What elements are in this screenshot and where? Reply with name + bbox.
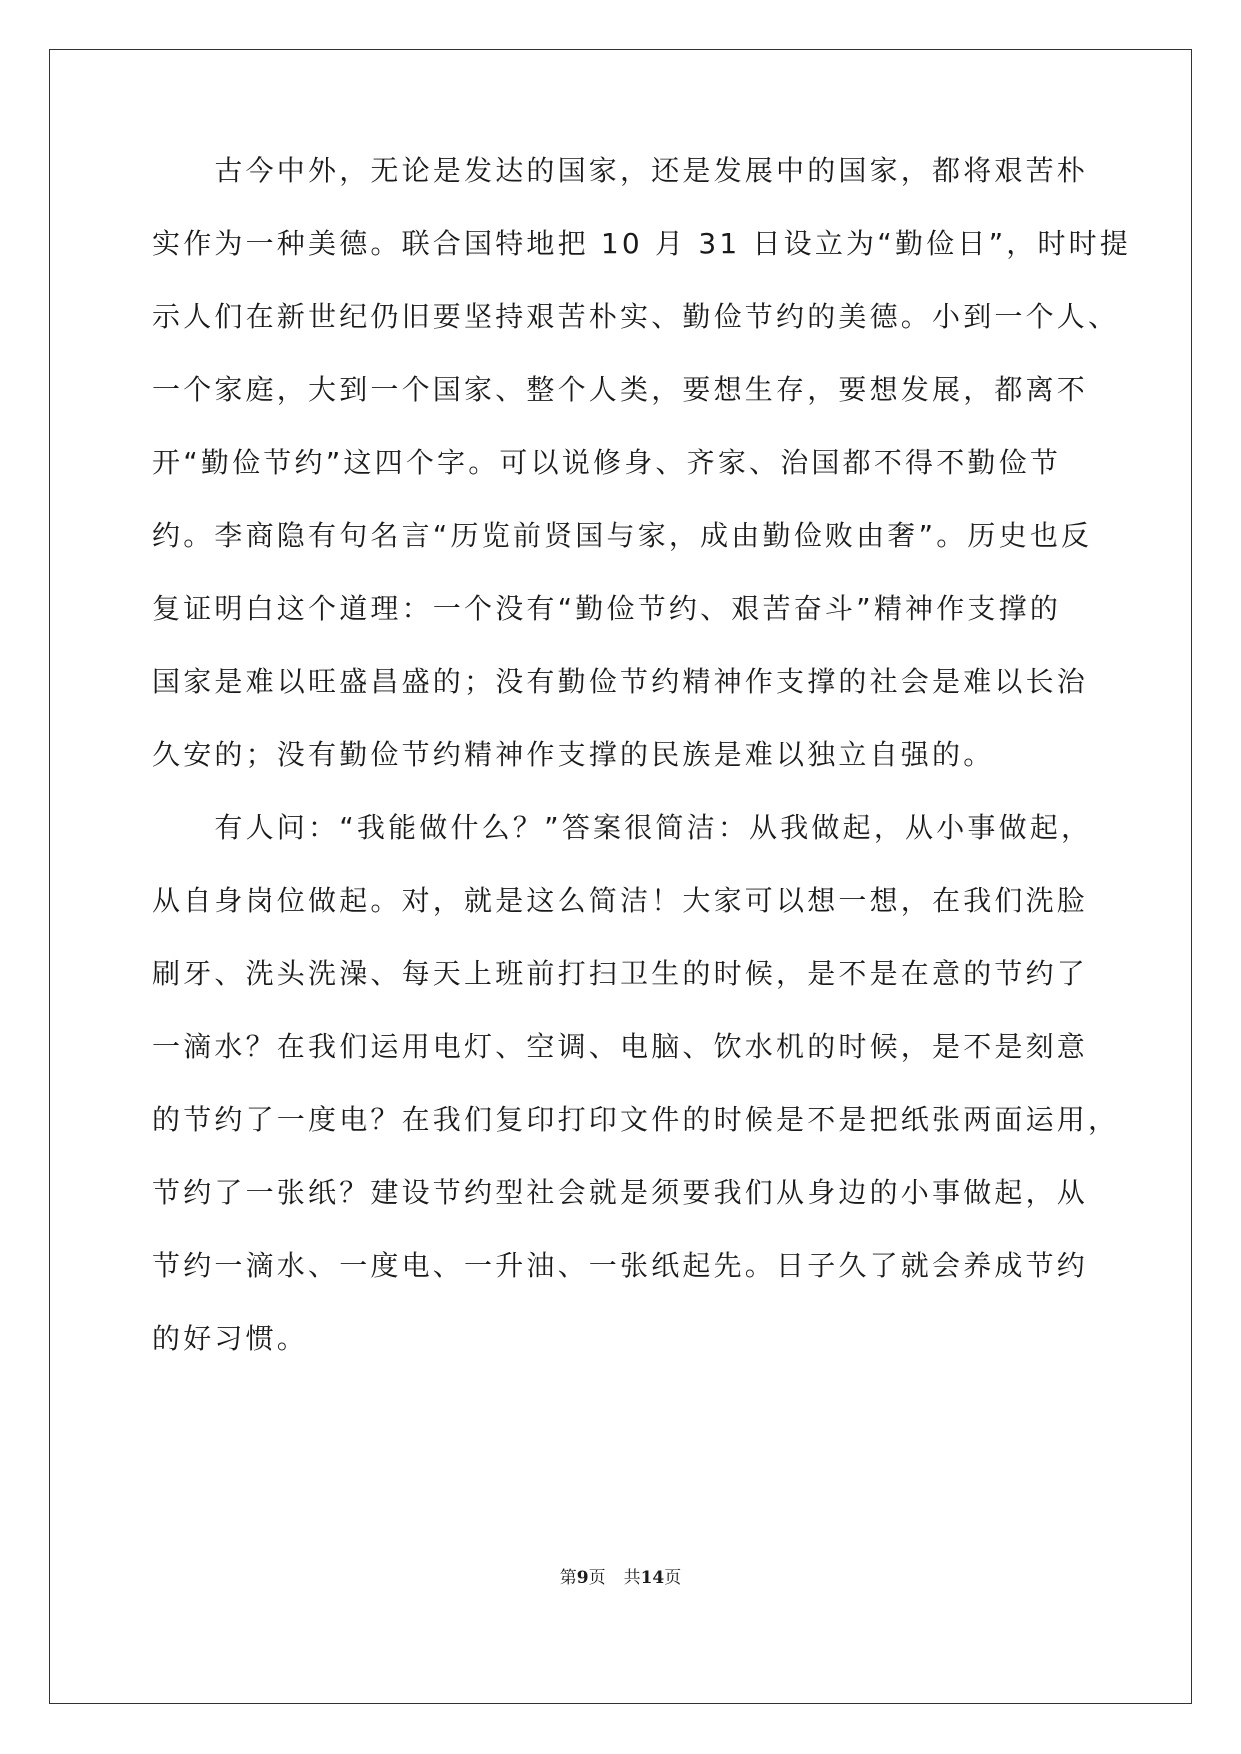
body-text-line: 开“勤俭节约”这四个字。可以说修身、齐家、治国都不得不勤俭节 <box>152 446 1062 479</box>
body-text-line: 示人们在新世纪仍旧要坚持艰苦朴实、勤俭节约的美德。小到一个人、 <box>152 300 1120 333</box>
body-text-line: 古今中外，无论是发达的国家，还是发展中的国家，都将艰苦朴 <box>152 154 1089 187</box>
page-prefix: 第 <box>559 1568 577 1588</box>
body-text-line: 复证明白这个道理：一个没有“勤俭节约、艰苦奋斗”精神作支撑的 <box>152 592 1062 625</box>
page-current: 9 <box>576 1568 589 1588</box>
body-text-line: 有人问：“我能做什么？”答案很简洁：从我做起，从小事做起， <box>152 811 1093 844</box>
body-text-line: 的节约了一度电？在我们复印打印文件的时候是不是把纸张两面运用， <box>152 1103 1120 1136</box>
body-text-line: 从自身岗位做起。对，就是这么简洁！大家可以想一想，在我们洗脸 <box>152 884 1089 917</box>
body-text-line: 一滴水？在我们运用电灯、空调、电脑、饮水机的时候，是不是刻意 <box>152 1030 1089 1063</box>
body-text-line: 国家是难以旺盛昌盛的；没有勤俭节约精神作支撑的社会是难以长治 <box>152 665 1089 698</box>
body-text-line: 刷牙、洗头洗澡、每天上班前打扫卫生的时候，是不是在意的节约了 <box>152 957 1089 990</box>
body-text-line: 的好习惯。 <box>152 1322 309 1355</box>
page-number-footer <box>0 1566 1241 1590</box>
body-text-line: 一个家庭，大到一个国家、整个人类，要想生存，要想发展，都离不 <box>152 373 1089 406</box>
body-text-line: 约。李商隐有句名言“历览前贤国与家，成由勤俭败由奢”。历史也反 <box>152 519 1093 552</box>
body-text-line: 久安的；没有勤俭节约精神作支撑的民族是难以独立自强的。 <box>152 738 995 771</box>
body-text-line: 节约了一张纸？建设节约型社会就是须要我们从身边的小事做起，从 <box>152 1176 1089 1209</box>
body-text-line: 实作为一种美德。联合国特地把 10 月 31 日设立为“勤俭日”，时时提 <box>152 227 1132 260</box>
body-text-line: 节约一滴水、一度电、一升油、一张纸起先。日子久了就会养成节约 <box>152 1249 1089 1282</box>
total-prefix: 共 <box>623 1568 641 1588</box>
page-suffix: 页 <box>588 1568 606 1588</box>
total-suffix: 页 <box>664 1568 682 1588</box>
page-total: 14 <box>640 1568 665 1588</box>
